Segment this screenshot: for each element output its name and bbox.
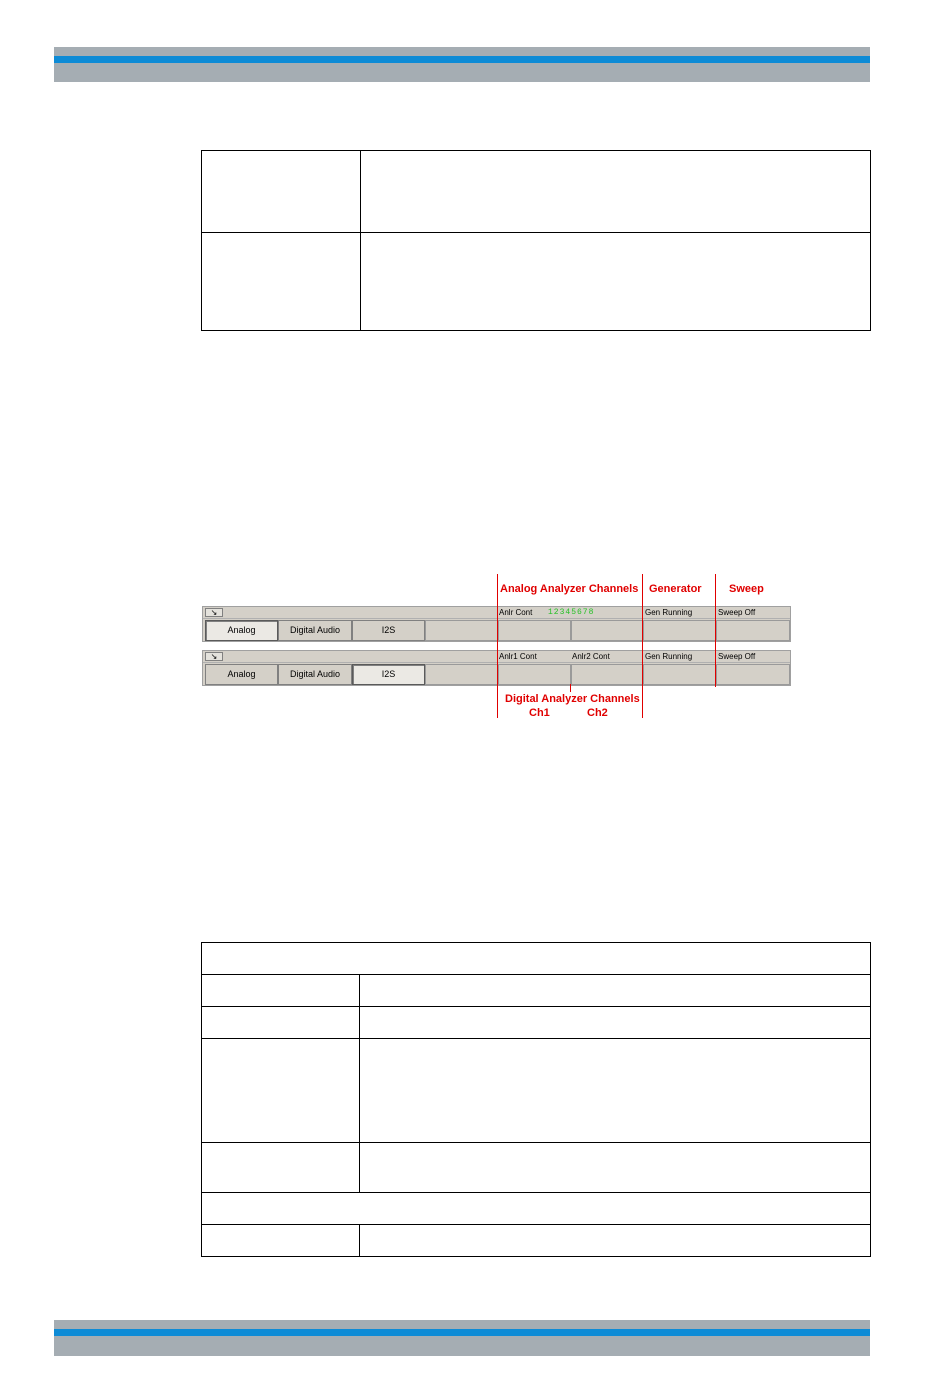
table-row: [202, 1143, 871, 1193]
annotation-ch1: Ch1: [529, 707, 550, 719]
tab-analog[interactable]: Analog: [205, 620, 278, 641]
annotation-ch2: Ch2: [587, 707, 608, 719]
analyzer2-status: Anlr2 Cont: [572, 652, 610, 661]
table-upper: [201, 150, 871, 331]
annotation-sweep: Sweep: [729, 583, 764, 595]
annotation-divider-line: [715, 574, 716, 687]
sweep-status: Sweep Off: [718, 608, 756, 617]
tab-analog[interactable]: Analog: [205, 664, 278, 685]
header-band: [54, 47, 870, 82]
analyzer-status: Anlr Cont: [499, 608, 533, 617]
status-cell-empty: [425, 664, 498, 685]
status-cell-sweep[interactable]: [716, 664, 790, 685]
status-cell-generator[interactable]: [643, 664, 716, 685]
sweep-status: Sweep Off: [718, 652, 756, 661]
status-cell-sweep[interactable]: [716, 620, 790, 641]
tab-digital-audio[interactable]: Digital Audio: [278, 620, 352, 641]
footer-band: [54, 1320, 870, 1356]
table-lower: [201, 942, 871, 1257]
tab-i2s[interactable]: I2S: [352, 620, 425, 641]
collapse-arrow-icon[interactable]: ↘: [205, 608, 223, 617]
tab-i2s[interactable]: I2S: [352, 664, 425, 685]
annotation-generator: Generator: [649, 583, 702, 595]
generator-status: Gen Running: [645, 652, 693, 661]
tab-digital-audio[interactable]: Digital Audio: [278, 664, 352, 685]
table-row: [202, 1007, 871, 1039]
channel-indicator: 12345678: [548, 608, 595, 617]
analyzer1-status: Anlr1 Cont: [499, 652, 537, 661]
status-bar-figure: [202, 570, 792, 722]
generator-status: Gen Running: [645, 608, 693, 617]
table-row: [202, 1193, 871, 1225]
table-row: [202, 975, 871, 1007]
table-row: [202, 1225, 871, 1257]
table-row: [202, 233, 871, 331]
status-cell-analyzer1[interactable]: [498, 664, 571, 685]
status-cell-empty: [425, 620, 498, 641]
annotation-divider-line: [497, 574, 498, 718]
table-row: [202, 151, 871, 233]
table-row: [202, 943, 871, 975]
status-cell-analyzer[interactable]: [571, 620, 643, 641]
table-row: [202, 1039, 871, 1143]
status-cell-analyzer[interactable]: [498, 620, 571, 641]
status-cell-generator[interactable]: [643, 620, 716, 641]
annotation-analog-channels: Analog Analyzer Channels: [500, 583, 639, 595]
status-cell-analyzer2[interactable]: [571, 664, 643, 685]
annotation-divider-line: [642, 574, 643, 718]
collapse-arrow-icon[interactable]: ↘: [205, 652, 223, 661]
annotation-divider-line: [570, 684, 571, 692]
annotation-digital-channels: Digital Analyzer Channels: [505, 693, 640, 705]
